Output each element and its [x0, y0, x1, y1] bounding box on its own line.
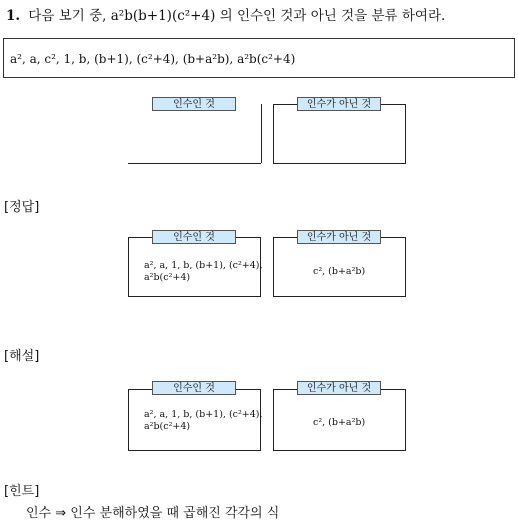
expl-factor-tab: 인수인 것 [152, 381, 236, 395]
classify-answer [128, 232, 408, 298]
factor-box [128, 104, 261, 164]
answer-not-factor-tab: 인수가 아닌 것 [297, 230, 381, 244]
hint-heading: [힌트] [4, 484, 40, 499]
answer-heading: [정답] [4, 200, 40, 215]
classify-explanation [128, 381, 408, 451]
expl-factor-content [144, 409, 263, 433]
not-factor-tab: 인수가 아닌 것 [297, 97, 381, 111]
expl-factor-line1: a², a, 1, b, (b+1), (c²+4), [144, 409, 263, 420]
expl-not-factor-tab: 인수가 아닌 것 [297, 381, 381, 395]
explanation-heading: [해설] [4, 349, 40, 364]
answer-factor-tab: 인수인 것 [152, 230, 236, 244]
choices-box: a², a, c², 1, b, (b+1), (c²+4), (b+a²b), a²b(c²+4) [3, 38, 515, 78]
not-factor-box [273, 104, 406, 164]
question-number: 1. [6, 8, 21, 24]
hint-text: 인수 ⇒ 인수 분해하였을 때 곱해진 각각의 식 [26, 506, 280, 521]
question [6, 4, 445, 24]
expl-not-factor-content: c², (b+a²b) [313, 417, 366, 428]
question-text: 다음 보기 중, a²b(b+1)(c²+4) 의 인수인 것과 아닌 것을 분류 하여라. [28, 8, 446, 24]
answer-factor-line1: a², a, 1, b, (b+1), (c²+4), [144, 260, 263, 271]
answer-factor-content [144, 260, 263, 284]
answer-factor-line2: a²b(c²+4) [144, 272, 191, 283]
answer-not-factor-content: c², (b+a²b) [313, 266, 366, 277]
factor-tab: 인수인 것 [152, 97, 236, 111]
expl-factor-line2: a²b(c²+4) [144, 421, 191, 432]
classify-empty [128, 100, 408, 165]
